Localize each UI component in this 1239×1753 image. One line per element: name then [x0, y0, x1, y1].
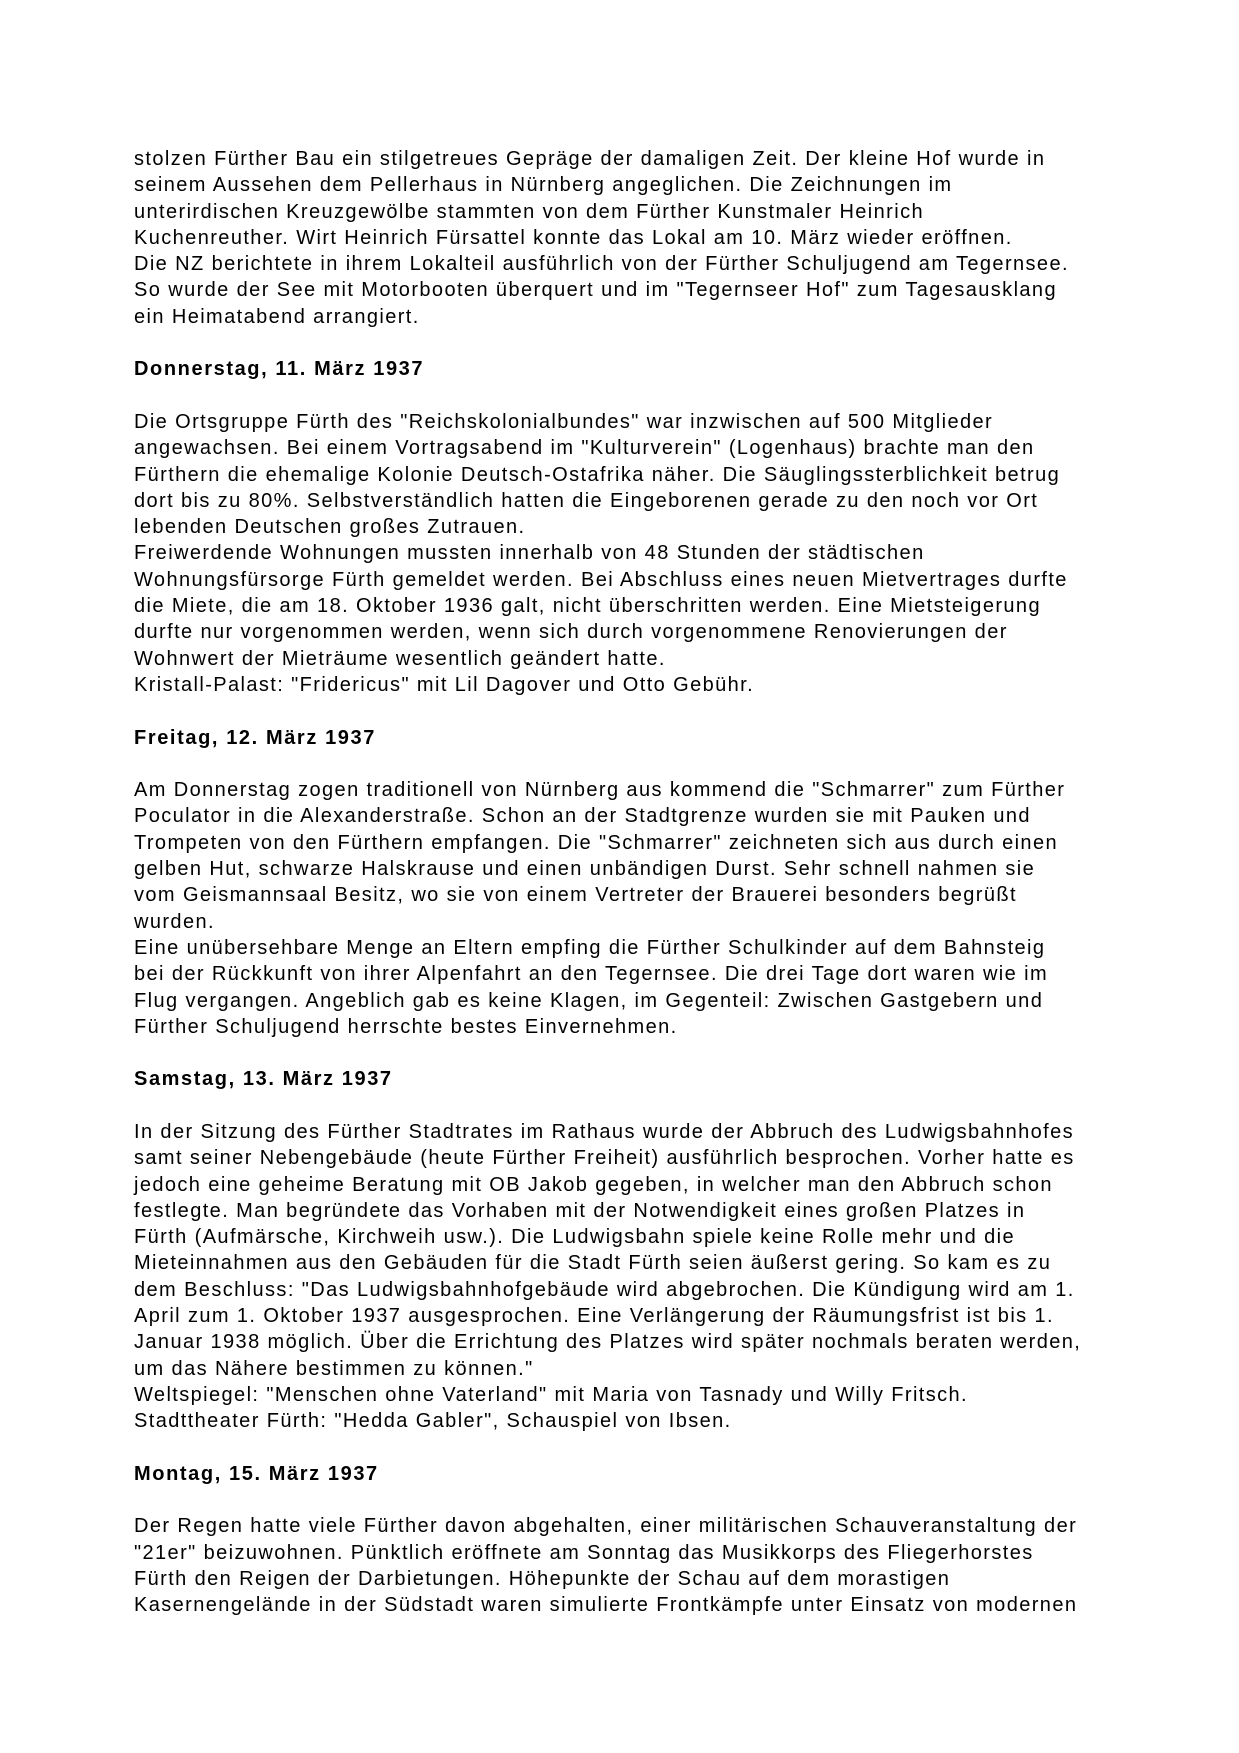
text-line: samt seiner Nebengebäude (heute Fürther Freiheit) ausführlich besprochen. Vorher hatte es: [134, 1147, 1075, 1170]
document-content: [134, 146, 1134, 1619]
text-line: unterirdischen Kreuzgewölbe stammten von dem Fürther Kunstmaler Heinrich: [134, 200, 924, 223]
text-line: Mieteinnahmen aus den Gebäuden für die Stadt Fürth seien äußerst gering. So kam es zu: [134, 1252, 1052, 1275]
text-line: Die Ortsgruppe Fürth des "Reichskolonialbundes" war inzwischen auf 500 Mitglieder: [134, 410, 994, 433]
text-line: Fürth den Reigen der Darbietungen. Höhepunkte der Schau auf dem morastigen: [134, 1568, 951, 1591]
text-line: Fürthern die ehemalige Kolonie Deutsch-Ostafrika näher. Die Säuglingssterblichkeit betrug: [134, 463, 1061, 486]
text-line: jedoch eine geheime Beratung mit OB Jakob gegeben, in welcher man den Abbruch schon: [134, 1173, 1053, 1196]
text-line: gelben Hut, schwarze Halskrause und einen unbändigen Durst. Sehr schnell nahmen sie: [134, 858, 1036, 881]
paragraph: [134, 1513, 1134, 1618]
text-line: vom Geismannsaal Besitz, wo sie von einem Vertreter der Brauerei besonders begrüßt: [134, 884, 1017, 907]
text-line: stolzen Fürther Bau ein stilgetreues Gepräge der damaligen Zeit. Der kleine Hof wurde in: [134, 148, 1046, 170]
text-line: Am Donnerstag zogen traditionell von Nürnberg aus kommend die "Schmarrer" zum Fürther: [134, 779, 1066, 802]
section-heading: Donnerstag, 11. März 1937: [134, 358, 425, 381]
text-line: Wohnwert der Mieträume wesentlich geändert hatte.: [134, 647, 666, 670]
text-line: dem Beschluss: "Das Ludwigsbahnhofgebäude wird abgebrochen. Die Kündigung wird am 1.: [134, 1278, 1075, 1301]
text-line: Weltspiegel: "Menschen ohne Vaterland" mit Maria von Tasnady und Willy Fritsch.: [134, 1383, 969, 1406]
text-line: festlegte. Man begründete das Vorhaben mit der Notwendigkeit eines großen Platzes in: [134, 1199, 1026, 1222]
section-heading: Freitag, 12. März 1937: [134, 726, 376, 749]
text-line: Wohnungsfürsorge Fürth gemeldet werden. Bei Abschluss eines neuen Mietvertrages durfte: [134, 568, 1068, 591]
section-heading: Montag, 15. März 1937: [134, 1462, 379, 1485]
text-line: Der Regen hatte viele Fürther davon abgehalten, einer militärischen Schauveranstaltung der: [134, 1515, 1078, 1538]
text-line: Stadttheater Fürth: "Hedda Gabler", Schauspiel von Ibsen.: [134, 1410, 732, 1433]
paragraph: [134, 146, 1134, 330]
text-line: Freiwerdende Wohnungen mussten innerhalb von 48 Stunden der städtischen: [134, 542, 925, 565]
text-line: durfte nur vorgenommen werden, wenn sich durch vorgenommene Renovierungen der: [134, 621, 1008, 644]
text-line: lebenden Deutschen großes Zutrauen.: [134, 516, 526, 539]
text-line: Fürth (Aufmärsche, Kirchweih usw.). Die Ludwigsbahn spiele keine Rolle mehr und die: [134, 1226, 1016, 1249]
text-line: Eine unübersehbare Menge an Eltern empfing die Fürther Schulkinder auf dem Bahnsteig: [134, 936, 1046, 959]
text-line: wurden.: [134, 910, 215, 933]
text-line: die Miete, die am 18. Oktober 1936 galt, nicht überschritten werden. Eine Mietsteigerung: [134, 595, 1041, 618]
text-line: Januar 1938 möglich. Über die Errichtung des Platzes wird später nochmals beraten werden,: [134, 1331, 1082, 1354]
paragraph: [134, 1119, 1134, 1435]
text-line: Kristall-Palast: "Fridericus" mit Lil Dagover und Otto Gebühr.: [134, 673, 755, 696]
text-line: Flug vergangen. Angeblich gab es keine Klagen, im Gegenteil: Zwischen Gastgebern und: [134, 989, 1044, 1012]
text-line: In der Sitzung des Fürther Stadtrates im Rathaus wurde der Abbruch des Ludwigsbahnhofes: [134, 1120, 1075, 1143]
text-line: dort bis zu 80%. Selbstverständlich hatten die Eingeborenen gerade zu den noch vor Ort: [134, 489, 1039, 512]
text-line: seinem Aussehen dem Pellerhaus in Nürnberg angeglichen. Die Zeichnungen im: [134, 174, 953, 197]
text-line: um das Nähere bestimmen zu können.": [134, 1357, 534, 1380]
text-line: Trompeten von den Fürthern empfangen. Die "Schmarrer" zeichneten sich aus durch einen: [134, 831, 1058, 854]
paragraph: [134, 777, 1134, 1040]
text-line: "21er" beizuwohnen. Pünktlich eröffnete am Sonntag das Musikkorps des Fliegerhorstes: [134, 1541, 1034, 1564]
text-line: bei der Rückkunft von ihrer Alpenfahrt an den Tegernsee. Die drei Tage dort waren wie im: [134, 963, 1049, 986]
paragraph: [134, 409, 1134, 698]
section-heading: Samstag, 13. März 1937: [134, 1068, 393, 1091]
text-line: angewachsen. Bei einem Vortragsabend im "Kulturverein" (Logenhaus) brachte man den: [134, 437, 1035, 460]
text-line: April zum 1. Oktober 1937 ausgesprochen. Eine Verlängerung der Räumungsfrist ist bis 1.: [134, 1305, 1055, 1328]
text-line: Kuchenreuther. Wirt Heinrich Fürsattel konnte das Lokal am 10. März wieder eröffnen.: [134, 226, 1013, 249]
text-line: Die NZ berichtete in ihrem Lokalteil ausführlich von der Fürther Schuljugend am Tegernsee.: [134, 253, 1069, 276]
text-line: Kasernengelände in der Südstadt waren simulierte Frontkämpfe unter Einsatz von modernen: [134, 1594, 1078, 1617]
text-line: Poculator in die Alexanderstraße. Schon an der Stadtgrenze wurden sie mit Pauken und: [134, 805, 1031, 828]
text-line: ein Heimatabend arrangiert.: [134, 305, 420, 328]
text-line: So wurde der See mit Motorbooten überquert und im "Tegernseer Hof" zum Tagesausklang: [134, 279, 1057, 302]
text-line: Fürther Schuljugend herrschte bestes Einvernehmen.: [134, 1015, 678, 1038]
